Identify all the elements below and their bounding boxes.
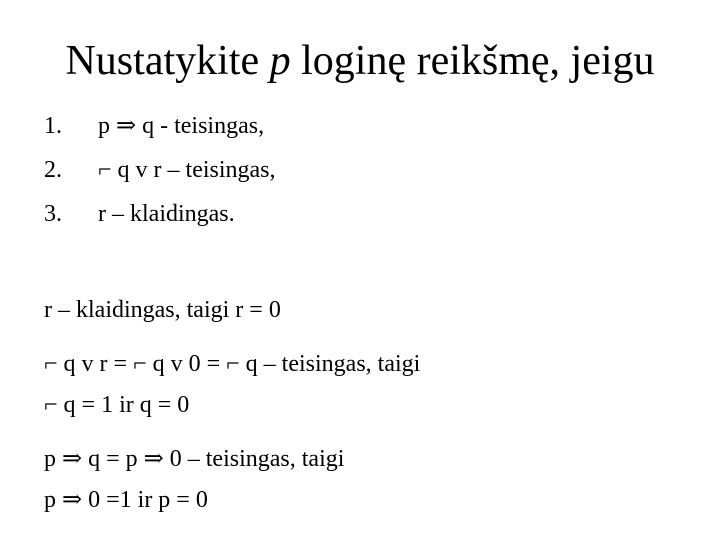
solution-line-3: ⌐ q = 1 ir q = 0 (44, 392, 190, 418)
condition-text: r – klaidingas. (98, 201, 235, 227)
condition-number: 2. (44, 157, 62, 183)
solution-line-2: ⌐ q v r = ⌐ q v 0 = ⌐ q – teisingas, taigi (44, 351, 421, 377)
solution-line-5: p ⇒ 0 =1 ir p = 0 (44, 487, 208, 513)
condition-text: p ⇒ q - teisingas, (98, 113, 265, 139)
condition-number: 1. (44, 113, 62, 139)
condition-text: ⌐ q v r – teisingas, (98, 157, 276, 183)
condition-number: 3. (44, 201, 62, 227)
solution-line-4: p ⇒ q = p ⇒ 0 – teisingas, taigi (44, 446, 345, 472)
title-text-after: loginę reikšmę, jeigu (290, 38, 655, 84)
title-variable-p: p (269, 38, 291, 84)
title-text-before: Nustatykite (65, 38, 270, 84)
solution-line-1: r – klaidingas, taigi r = 0 (44, 297, 281, 323)
slide-title (0, 36, 720, 86)
